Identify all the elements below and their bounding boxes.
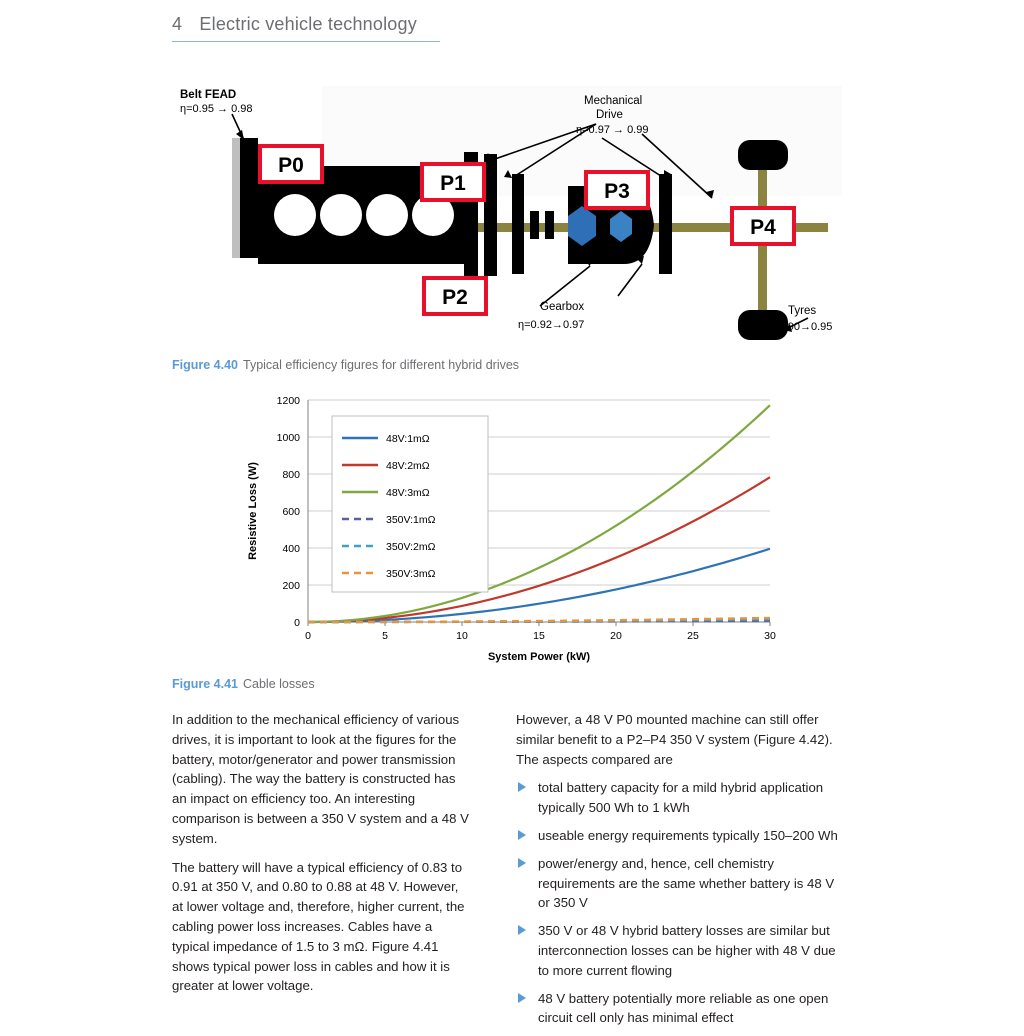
list-item-label: 350 V or 48 V hybrid battery losses are similar but interconnection losses can be higher with 48 V due to more current flowing <box>538 923 836 978</box>
label-gearbox: Gearbox <box>540 301 585 313</box>
position-marker-p4 <box>732 208 794 244</box>
y-axis-tick-label: 400 <box>282 543 300 555</box>
label-mech-drive-eff: η=0.97 → 0.99 <box>576 124 649 136</box>
legend-label: 48V:1mΩ <box>386 433 430 445</box>
x-axis-title: System Power (kW) <box>487 651 591 663</box>
figure-4-40-caption-lead: Figure 4.40 <box>172 358 238 372</box>
figure-4-40-diagram <box>172 78 844 348</box>
x-axis-tick-label: 15 <box>533 630 545 642</box>
label-belt-fead: Belt FEAD <box>180 89 237 101</box>
triangle-bullet-icon <box>518 782 526 792</box>
legend-label: 48V:3mΩ <box>386 487 430 499</box>
chapter-title: Electric vehicle technology <box>199 14 417 34</box>
position-marker-p0 <box>260 146 322 182</box>
figure-4-40-caption-text: Typical efficiency figures for different hybrid drives <box>243 358 520 372</box>
y-axis-tick-label: 200 <box>282 580 300 592</box>
y-axis-title: Resistive Loss (W) <box>247 462 259 560</box>
triangle-bullet-icon <box>518 830 526 840</box>
legend-label: 350V:3mΩ <box>386 568 436 580</box>
label-mech-drive-2: Drive <box>596 109 623 121</box>
figure-4-41-caption <box>172 677 315 691</box>
label-tyres: Tyres <box>788 305 817 317</box>
list-item-label: total battery capacity for a mild hybrid application typically 500 Wh to 1 kWh <box>538 780 824 816</box>
list-item <box>516 921 846 980</box>
y-axis-tick-label: 1000 <box>276 432 300 444</box>
y-axis-tick-label: 600 <box>282 506 300 518</box>
svg-text:P1: P1 <box>440 172 466 195</box>
svg-text:P2: P2 <box>442 286 468 309</box>
legend-label: 350V:2mΩ <box>386 541 436 553</box>
list-item <box>516 854 846 913</box>
running-head <box>172 14 440 42</box>
legend-label: 350V:1mΩ <box>386 514 436 526</box>
paragraph: The battery will have a typical efficiency of 0.83 to 0.91 at 350 V, and 0.80 to 0.88 at 48 V. However, at lower voltage and, therefore, higher current, the cabling power loss increases. Cables have a typical impedance of 1.5 to 3 mΩ. Figure 4.41 shows typical power loss in cables and how it is greater at lower voltage. <box>172 859 465 994</box>
x-axis-tick-label: 0 <box>305 630 311 642</box>
body-column-left <box>172 710 472 1005</box>
list-item <box>516 778 846 818</box>
legend-label: 48V:2mΩ <box>386 460 430 472</box>
list-item-label: 48 V battery potentially more reliable as one open circuit cell only has minimal effect <box>538 990 829 1026</box>
list-item-label: power/energy and, hence, cell chemistry requirements are the same whether battery is 48 V or 350 V <box>538 855 835 911</box>
body-column-right <box>516 710 846 1036</box>
label-tyres-eff: η=0.90→0.95 <box>766 321 833 333</box>
paragraph: However, a 48 V P0 mounted machine can still offer similar benefit to a P2–P4 350 V system (Figure 4.42). The aspects compared are <box>516 712 833 767</box>
svg-text:P3: P3 <box>604 180 630 203</box>
triangle-bullet-icon <box>518 925 526 935</box>
svg-text:P4: P4 <box>750 216 776 239</box>
svg-text:P0: P0 <box>278 154 304 177</box>
position-marker-p3 <box>586 172 648 208</box>
label-gearbox-eff: η=0.92→0.97 <box>518 319 585 331</box>
y-axis-tick-label: 0 <box>294 617 300 629</box>
y-axis-tick-label: 800 <box>282 469 300 481</box>
x-axis-tick-label: 30 <box>764 630 776 642</box>
position-marker-p1 <box>422 164 484 200</box>
figure-4-41-caption-text: Cable losses <box>243 677 315 691</box>
label-mech-drive-1: Mechanical <box>584 95 643 107</box>
triangle-bullet-icon <box>518 993 526 1003</box>
list-item <box>516 989 846 1029</box>
chapter-number: 4 <box>172 14 183 34</box>
y-axis-tick-label: 1200 <box>276 395 300 407</box>
x-axis-tick-label: 25 <box>687 630 699 642</box>
figure-4-41-caption-lead: Figure 4.41 <box>172 677 238 691</box>
list-item <box>516 826 846 846</box>
x-axis-tick-label: 10 <box>456 630 468 642</box>
position-marker-p2 <box>424 278 486 314</box>
figure-4-41-chart <box>236 386 796 668</box>
figure-4-40-caption <box>172 358 519 372</box>
triangle-bullet-icon <box>518 858 526 868</box>
label-belt-fead-eff: η=0.95 → 0.98 <box>180 103 253 115</box>
list-item-label: useable energy requirements typically 150–200 Wh <box>538 827 838 843</box>
x-axis-tick-label: 5 <box>382 630 388 642</box>
x-axis-tick-label: 20 <box>610 630 622 642</box>
paragraph: In addition to the mechanical efficiency of various drives, it is important to look at the figures for the battery, motor/generator and power transmission (cabling). The way the battery is constructed has an impact on efficiency too. An interesting comparison is between a 350 V system and a 48 V system. <box>172 712 469 846</box>
bullet-list <box>516 778 846 1028</box>
